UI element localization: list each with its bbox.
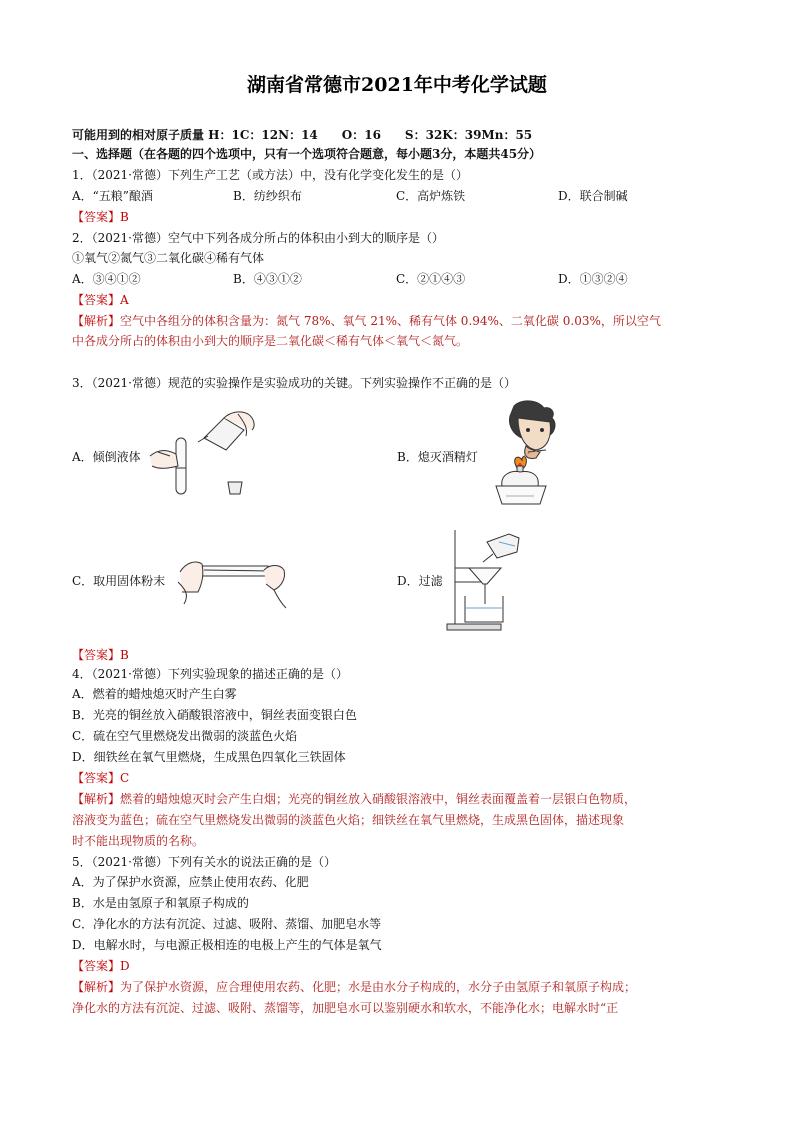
q3-option-a: A．倾倒液体 — [72, 450, 141, 464]
q3-option-b: B．熄灭酒精灯 — [397, 450, 478, 464]
q3-answer-line — [72, 647, 129, 664]
q4-analysis-line-2: 溶液变为蓝色；硫在空气里燃烧发出微弱的淡蓝色火焰；细铁丝在氧气里燃烧，生成黑色固体，描述现象 — [72, 813, 625, 827]
q4-option-c: C．硫在空气里燃烧发出微弱的淡蓝色火焰 — [72, 729, 298, 743]
atomic-masses-line: 可能用到的相对原子质量 H：1C：12N：14 O：16 S：32K：39Mn：55 — [72, 128, 533, 142]
q2-option-d: D．①③②④ — [558, 272, 628, 286]
q1-answer: B — [120, 210, 129, 224]
q1-stem: 1．（2021·常德）下列生产工艺（或方法）中，没有化学变化发生的是（） — [72, 168, 468, 182]
q4-analysis-line-1: 【解析】燃着的蜡烛熄灭时会产生白烟；光亮的铜丝放入硝酸银溶液中，铜丝表面覆盖着一层银白色物质， — [72, 792, 637, 806]
analysis-label: 【解析】 — [72, 314, 121, 328]
q1-option-c: C．高炉炼铁 — [396, 189, 466, 203]
q5-analysis-line-2: 净化水的方法有沉淀、过滤、吸附、蒸馏等，加肥皂水可以鉴别硬水和软水，不能净化水；电解水时“正 — [72, 1001, 619, 1015]
q1-option-a: A．“五粮”酿酒 — [72, 189, 153, 203]
q4-option-b: B．光亮的铜丝放入硝酸银溶液中，铜丝表面变银白色 — [72, 708, 357, 722]
q2-items: ①氧气②氮气③二氧化碳④稀有气体 — [72, 251, 265, 265]
answer-label: 【答案】 — [72, 959, 121, 973]
q2-answer: A — [120, 293, 129, 307]
q2-analysis-line-2: 中各成分所占的体积由小到大的顺序是二氧化碳＜稀有气体＜氧气＜氮气。 — [72, 334, 469, 348]
analysis-label: 【解析】 — [72, 980, 121, 994]
q3-option-c: C．取用固体粉末 — [72, 574, 166, 588]
q4-answer: C — [120, 771, 130, 785]
analysis-label: 【解析】 — [72, 792, 121, 806]
answer-label: 【答案】 — [72, 210, 121, 224]
q1-option-b: B．纺纱织布 — [233, 189, 302, 203]
q2-answer-line — [72, 292, 129, 309]
q4-analysis-line-3: 时不能出现物质的名称。 — [72, 834, 205, 848]
q1-option-d: D．联合制碱 — [558, 189, 628, 203]
answer-label: 【答案】 — [72, 648, 121, 662]
q5-option-c: C．净化水的方法有沉淀、过滤、吸附、蒸馏、加肥皂水等 — [72, 917, 382, 931]
q3-answer: B — [120, 648, 129, 662]
section-header: 一、选择题（在各题的四个选项中，只有一个选项符合题意，每小题3分，本题共45分） — [72, 147, 542, 161]
q2-option-c: C．②①④③ — [396, 272, 466, 286]
q4-stem: 4．（2021·常德）下列实验现象的描述正确的是（） — [72, 667, 348, 681]
q5-analysis-line-1: 【解析】为了保护水资源，应合理使用农药、化肥；水是由水分子构成的，水分子由氢原子和氧原子构成； — [72, 980, 637, 994]
q5-answer: D — [120, 959, 130, 973]
extinguish-alcohol-lamp-figure — [488, 400, 566, 508]
q4-answer-line — [72, 770, 129, 787]
q4-option-d: D．细铁丝在氧气里燃烧，生成黑色四氧化三铁固体 — [72, 750, 346, 764]
q1-answer-line — [72, 209, 129, 226]
q3-stem: 3．（2021·常德）规范的实验操作是实验成功的关键。下列实验操作不正确的是（） — [72, 376, 516, 390]
q5-stem: 5．（2021·常德）下列有关水的说法正确的是（） — [72, 855, 336, 869]
q3-option-d: D．过滤 — [397, 574, 443, 588]
pour-liquid-figure — [148, 408, 258, 500]
q5-option-a: A．为了保护水资源，应禁止使用农药、化肥 — [72, 875, 309, 889]
take-solid-powder-figure — [178, 548, 288, 610]
q2-option-a: A．③④①② — [72, 272, 141, 286]
q5-answer-line — [72, 958, 130, 975]
q5-option-d: D．电解水时，与电源正极相连的电极上产生的气体是氧气 — [72, 938, 382, 952]
q4-option-a: A．燃着的蜡烛熄灭时产生白雾 — [72, 687, 237, 701]
q2-stem: 2．（2021·常德）空气中下列各成分所占的体积由小到大的顺序是（） — [72, 231, 444, 245]
q2-analysis-line-1: 【解析】空气中各组分的体积含量为：氮气 78%、氧气 21%、稀有气体 0.94%、二氧化碳 0.03%，所以空气 — [72, 314, 661, 328]
q2-option-b: B．④③①② — [233, 272, 302, 286]
page-title: 湖南省常德市2021年中考化学试题 — [247, 74, 547, 96]
answer-label: 【答案】 — [72, 771, 121, 785]
answer-label: 【答案】 — [72, 293, 121, 307]
q5-option-b: B．水是由氢原子和氧原子构成的 — [72, 896, 249, 910]
filtration-apparatus-figure — [445, 528, 525, 632]
